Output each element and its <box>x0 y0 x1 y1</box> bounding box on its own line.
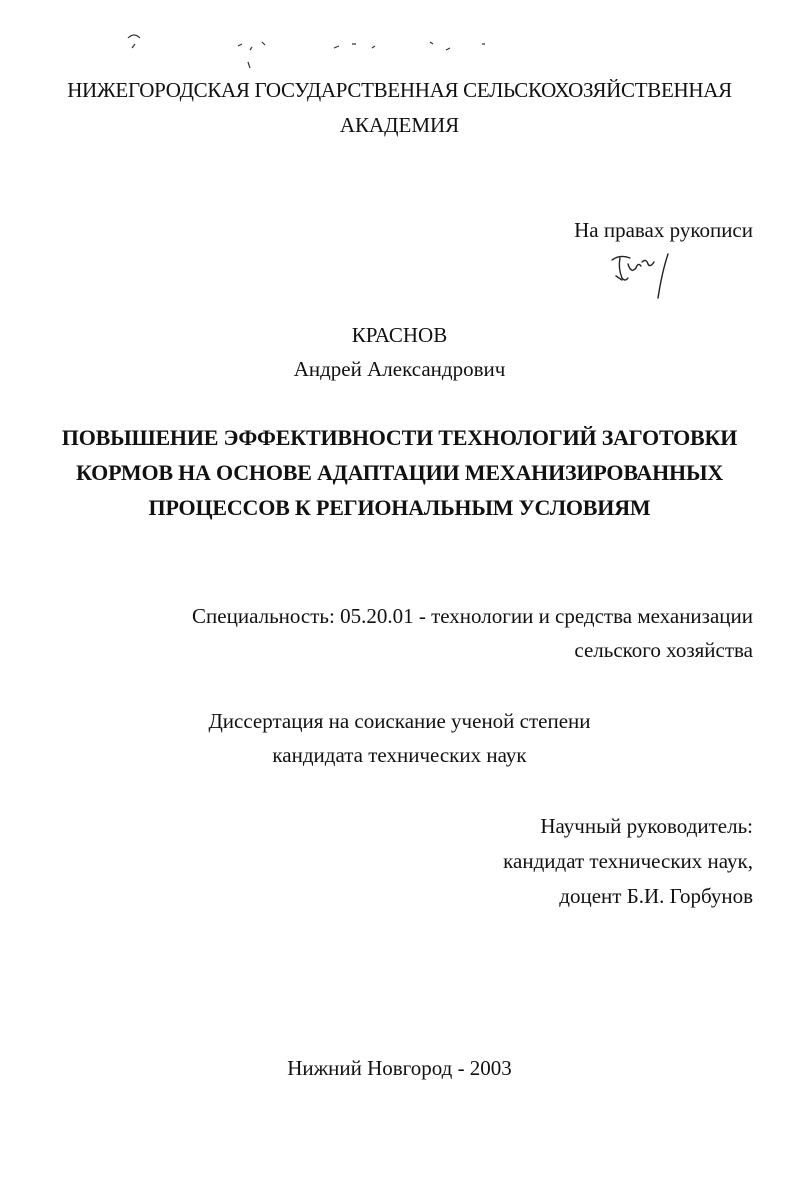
specialty-line2: сельского хозяйства <box>574 638 753 662</box>
degree-line2: кандидата технических наук <box>272 743 527 767</box>
supervisor-degree: кандидат технических наук, <box>503 849 753 873</box>
degree-line1: Диссертация на соискание ученой степени <box>208 709 591 733</box>
author-given-names: Андрей Александрович <box>293 357 506 381</box>
thesis-title-line2: КОРМОВ НА ОСНОВЕ АДАПТАЦИИ МЕХАНИЗИРОВАННЫХ <box>75 460 724 485</box>
institution-name-line1: НИЖЕГОРОДСКАЯ ГОСУДАРСТВЕННАЯ СЕЛЬСКОХОЗЯЙСТВЕННАЯ <box>67 78 732 102</box>
thesis-title-line1: ПОВЫШЕНИЕ ЭФФЕКТИВНОСТИ ТЕХНОЛОГИЙ ЗАГОТОВКИ <box>61 425 738 450</box>
specialty-line1: Специальность: 05.20.01 - технологии и средства механизации <box>192 604 753 628</box>
thesis-title-line3: ПРОЦЕССОВ К РЕГИОНАЛЬНЫМ УСЛОВИЯМ <box>148 495 651 520</box>
signature-handwritten <box>606 246 686 302</box>
institution-name-line2: АКАДЕМИЯ <box>339 113 460 137</box>
place-and-year: Нижний Новгород - 2003 <box>287 1056 512 1080</box>
supervisor-name: доцент Б.И. Горбунов <box>559 884 753 908</box>
manuscript-note: На правах рукописи <box>574 218 753 242</box>
author-surname: КРАСНОВ <box>351 323 448 347</box>
supervisor-label: Научный руководитель: <box>540 814 753 838</box>
scan-noise <box>90 28 530 72</box>
